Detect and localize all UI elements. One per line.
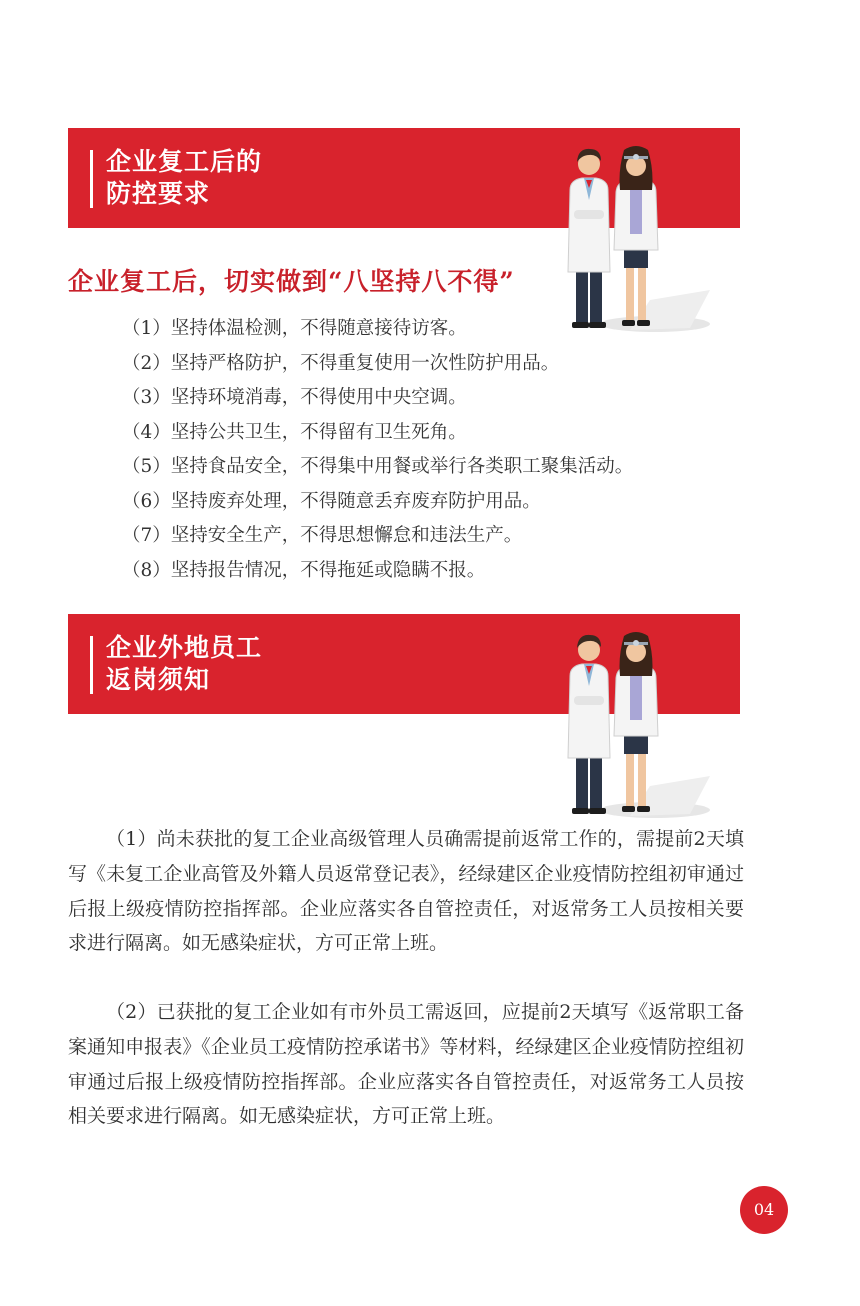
list-item: （3）坚持环境消毒，不得使用中央空调。	[122, 387, 467, 408]
section2-title-line1: 企业外地员工	[106, 633, 263, 662]
list-item: （4）坚持公共卫生，不得留有卫生死角。	[122, 421, 467, 443]
paragraph-2: （2）已获批的复工企业如有市外员工需返回，应提前2天填写《返常职工备案通知申报表》《企业员工疫情防控承诺书》等材料，经绿建区企业疫情防控组初审通过后报上级疫情防控指挥部。企业应落实各自管控责任，对返常务工人员按相关要求进行隔离。如无感染症状，方可正常上班。	[68, 1001, 744, 1128]
banner-accent-bar	[90, 636, 93, 694]
section1-title-line1: 企业复工后的	[106, 147, 263, 176]
list-item: （6）坚持废弃处理，不得随意丢弃废弃防护用品。	[122, 490, 541, 512]
list-item: （7）坚持安全生产，不得思想懈怠和违法生产。	[122, 525, 523, 546]
banner-accent-bar	[90, 150, 93, 208]
list-item: （8）坚持报告情况，不得拖延或隐瞒不报。	[122, 559, 486, 581]
paragraph-1: （1）尚未获批的复工企业高级管理人员确需提前返常工作的，需提前2天填写《未复工企业高管及外籍人员返常登记表》，经绿建区企业疫情防控组初审通过后报上级疫情防控指挥部。企业应落实各自管控责任，对返常务工人员按相关要求进行隔离。如无感染症状，方可正常上班。	[68, 828, 744, 955]
doctors-illustration	[560, 626, 710, 846]
page-number-badge: 04	[740, 1186, 788, 1234]
list-item: （5）坚持食品安全，不得集中用餐或举行各类职工聚集活动。	[122, 456, 634, 477]
section2-title-line2: 返岗须知	[106, 665, 211, 694]
section1-title-line2: 防控要求	[106, 179, 211, 208]
list-item: （1）坚持体温检测，不得随意接待访客。	[122, 318, 467, 339]
section2-title	[106, 632, 262, 696]
rules-list	[122, 312, 633, 588]
list-item: （2）坚持严格防护，不得重复使用一次性防护用品。	[122, 352, 560, 374]
section1-title	[106, 146, 262, 210]
section1-subheading: 企业复工后，切实做到“八坚持八不得”	[68, 267, 515, 296]
